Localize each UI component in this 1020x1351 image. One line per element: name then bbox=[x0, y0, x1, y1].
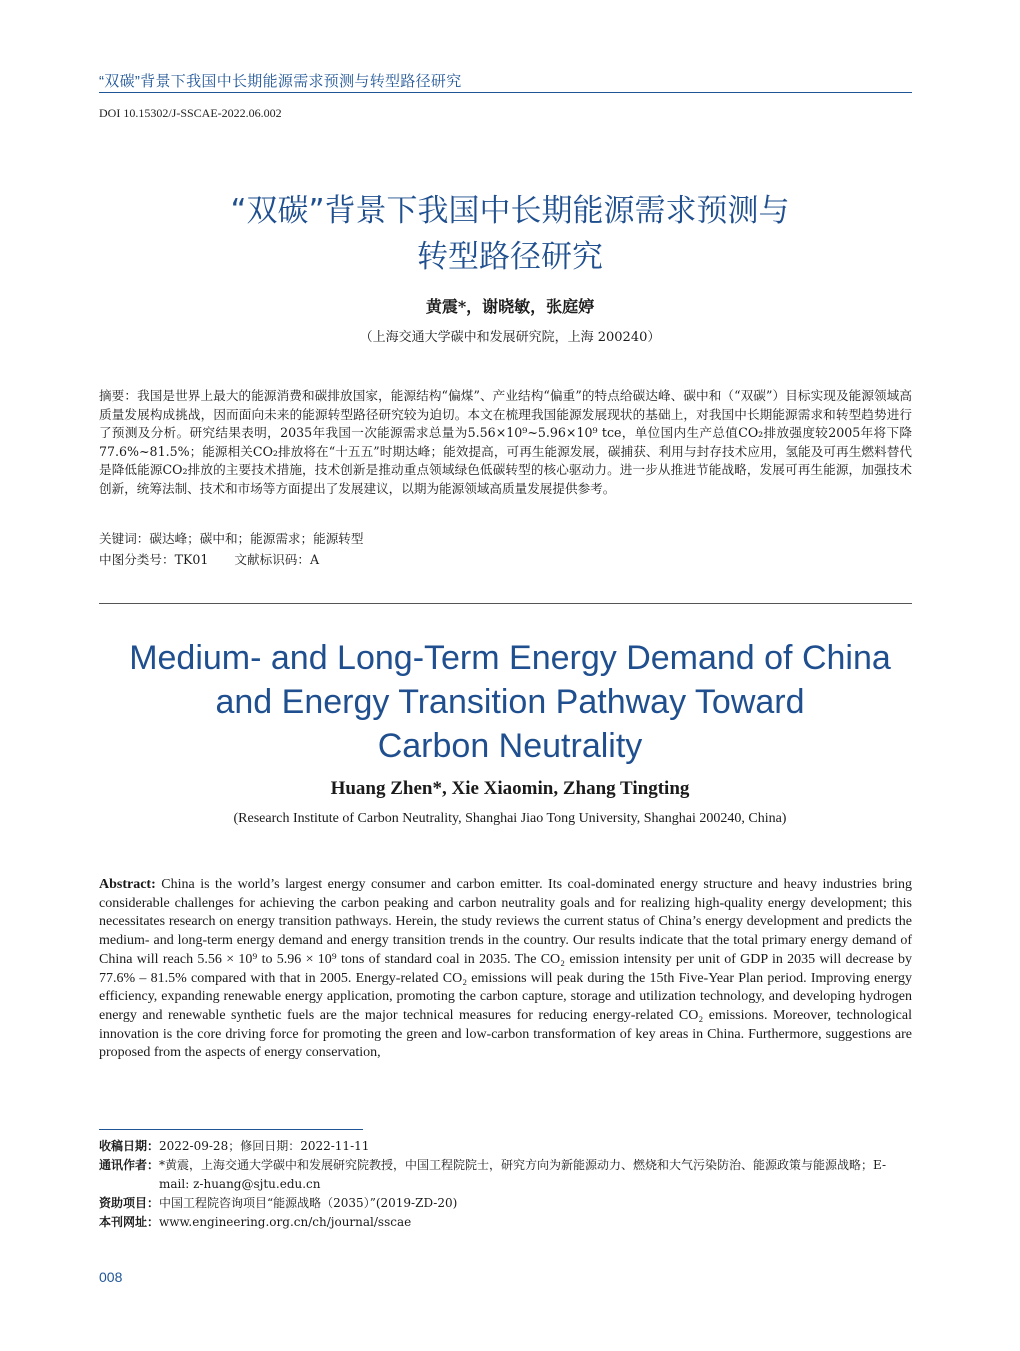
clc-label: 中图分类号： bbox=[99, 552, 175, 567]
header-divider bbox=[99, 92, 912, 93]
funding-text: 中国工程院咨询项目“能源战略（2035）”(2019-ZD-20) bbox=[159, 1196, 458, 1210]
chinese-abstract-label: 摘要： bbox=[99, 388, 138, 403]
english-title-line-2: and Energy Transition Pathway Toward bbox=[215, 683, 805, 721]
english-abstract-text: China is the world’s largest energy consumer and carbon emitter. Its coal-dominated energy structure and heavy industries bring considerable challenges for achieving the carbon peaking and carbon neutrality goals and for realizing high-quality energy development; this necessitates research on energy transition pathways. Herein, the study reviews the current status of China’s energy development and predicts the medium- and long-term energy demand and energy transition trends in the country. Our results indicate that the total primary energy demand of China will reach 5.56 × 10⁹ to 5.96 × 10⁹ tons of standard coal in 2035. The CO₂ emission intensity per unit of GDP in 2035 will decrease by 77.6% – 81.5% compared with that in 2005. Energy-related CO₂ emissions will peak during the 15th Five-Year Plan period. Improving energy efficiency, expanding renewable energy application, promoting the carbon capture, storage and utilization technology, and developing hydrogen energy and renewable synthetic fuels are the major technical measures for reducing energy-related CO₂ emissions. Moreover, technological innovation is the core driving force for promoting the green and low-carbon transformation of key areas in China. Furthermore, suggestions are proposed from the aspects of energy conservation, bbox=[99, 877, 913, 1061]
page-number: 008 bbox=[99, 1269, 123, 1285]
journal-url-label: 本刊网址： bbox=[99, 1215, 160, 1229]
chinese-title bbox=[120, 188, 900, 280]
chinese-affiliation: （上海交通大学碳中和发展研究院，上海 200240） bbox=[359, 330, 661, 345]
classification-line bbox=[99, 549, 912, 568]
clc-value: TK01 bbox=[174, 552, 209, 567]
chinese-title-line-2: 转型路径研究 bbox=[417, 239, 603, 275]
journal-url-link[interactable]: www.engineering.org.cn/ch/journal/sscae bbox=[159, 1215, 412, 1229]
footnotes bbox=[99, 1137, 912, 1232]
english-affiliation: (Research Institute of Carbon Neutrality, Shanghai Jiao Tong University, Shanghai 200240, China) bbox=[233, 811, 787, 826]
english-abstract bbox=[99, 876, 912, 1063]
chinese-authors: 黄震*，谢晓敏，张庭婷 bbox=[425, 297, 595, 316]
chinese-title-line-1: “双碳”背景下我国中长期能源需求预测与 bbox=[230, 193, 790, 229]
corresponding-author bbox=[99, 1156, 912, 1194]
received-label: 收稿日期： bbox=[99, 1139, 160, 1153]
chinese-keywords-label: 关键词： bbox=[99, 531, 150, 546]
corresponding-text: *黄震，上海交通大学碳中和发展研究院教授，中国工程院院士，研究方向为新能源动力、燃烧和大气污染防治、能源政策与能源战略；E-mail: z-huang@sjtu.edu.cn bbox=[159, 1158, 887, 1191]
chinese-keywords bbox=[99, 528, 912, 547]
english-authors: Huang Zhen*, Xie Xiaomin, Zhang Tingting bbox=[330, 778, 690, 799]
section-divider bbox=[99, 603, 912, 604]
journal-url bbox=[99, 1213, 912, 1232]
document-code-label: 文献标识码： bbox=[234, 552, 310, 567]
funding bbox=[99, 1194, 912, 1213]
corresponding-label: 通讯作者： bbox=[99, 1158, 160, 1172]
english-abstract-label: Abstract: bbox=[99, 877, 156, 892]
funding-label: 资助项目： bbox=[99, 1196, 160, 1210]
received-text: 2022-09-28；修回日期：2022-11-11 bbox=[159, 1139, 370, 1153]
english-title-line-1: Medium- and Long-Term Energy Demand of China bbox=[129, 639, 891, 677]
footnote-divider bbox=[99, 1129, 363, 1130]
running-head: “双碳”背景下我国中长期能源需求预测与转型路径研究 bbox=[99, 73, 462, 90]
doi: DOI 10.15302/J-SSCAE-2022.06.002 bbox=[99, 106, 282, 120]
received-dates bbox=[99, 1137, 912, 1156]
chinese-abstract bbox=[99, 387, 912, 498]
chinese-keywords-text: 碳达峰；碳中和；能源需求；能源转型 bbox=[149, 531, 364, 546]
document-code-value: A bbox=[309, 552, 320, 567]
english-title bbox=[80, 636, 940, 768]
english-title-line-3: Carbon Neutrality bbox=[377, 727, 643, 765]
chinese-abstract-text: 我国是世界上最大的能源消费和碳排放国家，能源结构“偏煤”、产业结构“偏重”的特点给碳达峰、碳中和（“双碳”）目标实现及能源领域高质量发展构成挑战，因而面向未来的能源转型路径研究较为迫切。本文在梳理我国能源发展现状的基础上，对我国中长期能源需求和转型趋势进行了预测及分析。研究结果表明，2035年我国一次能源需求总量为5.56×10⁹~5.96×10⁹ tce，单位国内生产总值CO₂排放强度较2005年将下降77.6%~81.5%；能源相关CO₂排放将在“十五五”时期达峰；能效提高，可再生能源发展，碳捕获、利用与封存技术应用，氢能及可再生燃料替代是降低能源CO₂排放的主要技术措施，技术创新是推动重点领域绿色低碳转型的核心驱动力。进一步从推进节能战略，发展可再生能源，加强技术创新，统筹法制、技术和市场等方面提出了发展建议，以期为能源领域高质量发展提供参考。 bbox=[99, 388, 912, 496]
